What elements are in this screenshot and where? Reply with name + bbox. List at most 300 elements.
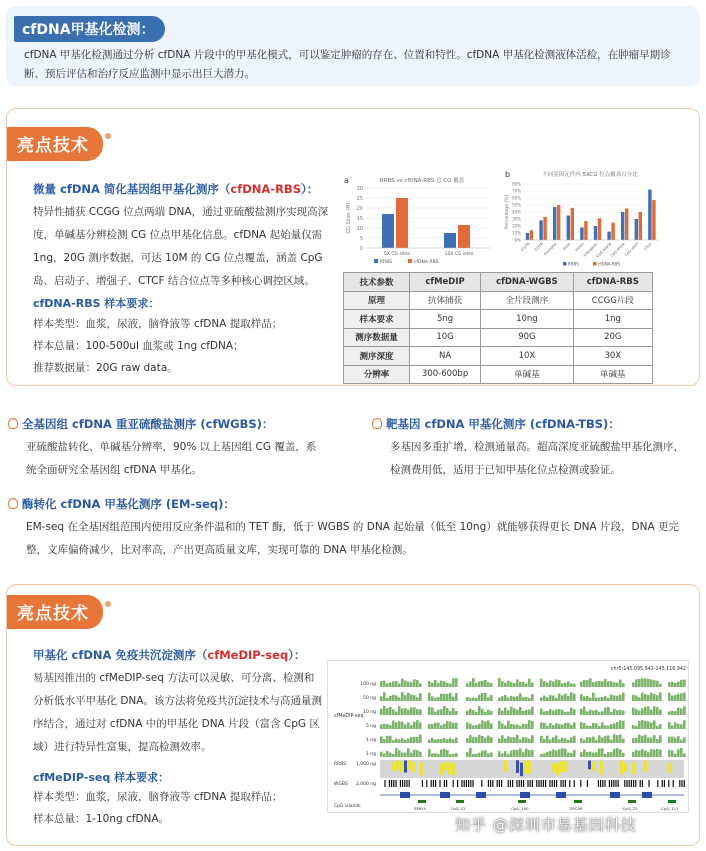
coverage-bar (516, 750, 519, 757)
coverage-bar (647, 721, 650, 729)
coverage-bar (638, 697, 641, 701)
rrbs-signal (644, 761, 647, 772)
coverage-bar (519, 739, 522, 743)
wgbs-signal (422, 780, 423, 787)
wgbs-signal (521, 780, 522, 787)
coverage-bar (410, 694, 413, 701)
coverage-bar (413, 750, 416, 757)
coverage-bar (404, 724, 407, 729)
coverage-bar (498, 751, 501, 757)
coverage-bar (431, 696, 434, 701)
coverage-bar (589, 678, 592, 687)
coverage-bar (570, 737, 573, 743)
coverage-bar (389, 725, 392, 729)
coverage-bar (516, 696, 519, 701)
coverage-bar (543, 723, 546, 729)
coverage-bar (647, 679, 650, 687)
coverage-bar (659, 710, 662, 715)
bulb-icon (8, 498, 18, 509)
coverage-bar (490, 737, 493, 743)
coverage-bar (598, 712, 601, 715)
coverage-bar (558, 709, 561, 715)
wgbs-signal (681, 780, 682, 787)
wgbs-signal (560, 780, 561, 787)
wgbs-signal (508, 780, 509, 787)
coverage-bar (552, 725, 555, 729)
wgbs-signal (466, 780, 467, 787)
coverage-bar (656, 739, 659, 743)
coverage-bar (466, 722, 469, 729)
coverage-bar (564, 694, 567, 701)
coverage-bar (540, 697, 543, 701)
coverage-bar (504, 695, 507, 701)
emseq-description: EM-seq 在全基因组范围内使用反应条件温和的 TET 酶，低于 WGBS 的 DNA 起始量（低至 10ng）就能够获得更长 DNA 片段，DNA 更完整，文库偏倚减少，比对率高，产出更高质量文库，实现可靠的 DNA 甲基化检测。 (26, 521, 680, 556)
coverage-bar (475, 698, 478, 701)
coverage-bar (653, 735, 656, 743)
coverage-bar (516, 710, 519, 715)
y-axis-label: Percentage (%) (505, 194, 510, 230)
coverage-bar (449, 722, 452, 729)
y-tick-label: 80% (512, 181, 521, 187)
coverage-bar (475, 683, 478, 687)
coverage-bar (407, 748, 410, 757)
cpg-island (668, 800, 676, 803)
rrbs-signal (420, 762, 423, 775)
coverage-bar (410, 737, 413, 743)
coverage-bar (398, 721, 401, 729)
coverage-bar (413, 722, 416, 729)
coverage-bar (558, 749, 561, 757)
rrbs-signal (592, 762, 595, 772)
wgbs-signal (587, 780, 588, 787)
coverage-bar (589, 737, 592, 743)
wgbs-signal (668, 780, 669, 787)
coverage-bar (428, 693, 431, 701)
wgbs-signal (470, 780, 471, 787)
rrbs-signal (412, 762, 415, 772)
heading-suffix: ）： (288, 648, 306, 662)
coverage-bar (434, 680, 437, 687)
heading-red-text: cfMeDIP-seq (207, 648, 289, 662)
coverage-bar (552, 682, 555, 687)
wgbs-signal (516, 780, 517, 787)
coverage-bar (490, 711, 493, 715)
coverage-bar (528, 678, 531, 687)
coverage-bar (607, 698, 610, 701)
coverage-bar (531, 735, 534, 743)
coverage-bar (528, 709, 531, 715)
coverage-bar (472, 678, 475, 687)
coverage-bar (410, 707, 413, 715)
coverage-bar (583, 707, 586, 715)
coverage-bar (573, 736, 576, 743)
coverage-bar (674, 711, 677, 715)
wgbs-signal (457, 780, 458, 787)
coverage-bar (449, 754, 452, 757)
coverage-bar (604, 679, 607, 687)
coverage-bar (635, 679, 638, 687)
coverage-bar (440, 725, 443, 729)
x-tick-label: Promoter (543, 241, 558, 257)
coverage-bar (434, 723, 437, 729)
legend-label: cfDNA-RBS (414, 260, 439, 265)
coverage-bar (592, 753, 595, 757)
coverage-bar (443, 749, 446, 757)
coverage-bar (401, 692, 404, 701)
coverage-bar (580, 709, 583, 715)
track-label: 1 ng (365, 752, 376, 757)
cfmedip-description: 易基因推出的 cfMeDIP-seq 方法可以灵敏、可分离、检测和分析低水平甲基化 DNA。该方法将免疫共沉淀技术与高通量测序结合，通过对 cfDNA 中的甲基化 DNA 片段（富含 CpG 区域）进行特异性富集，提高检测效率。 (33, 672, 322, 753)
coverage-bar (607, 707, 610, 715)
rrbs-signal (452, 763, 455, 775)
coverage-bar (610, 752, 613, 757)
bar (382, 214, 394, 248)
coverage-bar (413, 737, 416, 743)
coverage-bar (478, 724, 481, 729)
coverage-bar (632, 738, 635, 743)
coverage-bar (401, 679, 404, 687)
coverage-bar (546, 736, 549, 743)
coverage-bar (440, 739, 443, 743)
y-tick-label: 5 (359, 236, 363, 242)
wgbs-signal (598, 780, 599, 787)
coverage-bar (552, 696, 555, 701)
coverage-bar (677, 708, 680, 715)
cpg-island-label: GPCAR (569, 806, 583, 811)
coverage-bar (419, 693, 422, 701)
coverage-bar (616, 696, 619, 701)
bulb-icon (8, 418, 18, 429)
coverage-bar (528, 750, 531, 757)
coverage-bar (668, 722, 671, 729)
coverage-bar (469, 748, 472, 757)
wgbs-signal (468, 780, 469, 787)
coverage-bar (487, 720, 490, 729)
coverage-bar (641, 736, 644, 743)
coverage-bar (513, 725, 516, 729)
coverage-bar (437, 754, 440, 757)
coverage-bar (452, 708, 455, 715)
coverage-bar (449, 684, 452, 687)
rrbs-signal (552, 763, 555, 772)
coverage-bar (592, 723, 595, 729)
bar (594, 226, 597, 240)
coverage-bar (638, 751, 641, 757)
coverage-bar (555, 723, 558, 729)
coverage-bar (398, 697, 401, 701)
coverage-bar (656, 681, 659, 687)
coverage-bar (487, 753, 490, 757)
coverage-bar (604, 754, 607, 757)
coverage-bar (616, 710, 619, 715)
coverage-bar (635, 726, 638, 729)
track-group-label: cfMeDIP-seq (334, 714, 364, 719)
coverage-bar (487, 736, 490, 743)
intro-title: cfDNA甲基化检测： (14, 16, 165, 42)
coverage-bar (564, 738, 567, 743)
rrbs-signal (440, 764, 443, 775)
coverage-bar (455, 711, 458, 715)
wgbs-signal (464, 780, 465, 787)
x-tick-label: CpG island (595, 241, 613, 259)
coverage-bar (513, 708, 516, 715)
coverage-bar (647, 738, 650, 743)
bar (652, 200, 655, 240)
coverage-bar (392, 754, 395, 757)
coverage-bar (386, 724, 389, 729)
coverage-bar (466, 683, 469, 687)
bar (539, 220, 542, 240)
coverage-bar (392, 681, 395, 687)
table-cell: CCGG片段 (573, 291, 652, 310)
coverage-bar (632, 695, 635, 701)
wgbs-signal (580, 780, 581, 787)
coverage-bar (567, 723, 570, 729)
exon-block (476, 792, 486, 798)
coverage-bar (583, 680, 586, 687)
watermark: 知乎 @深圳市易基因科技 (455, 816, 637, 834)
coverage-bar (531, 683, 534, 687)
coverage-bar (580, 752, 583, 757)
coverage-bar (567, 696, 570, 701)
wgbs-signal (602, 780, 603, 787)
y-tick-label: 50% (512, 202, 521, 208)
coverage-bar (472, 725, 475, 729)
coverage-bar (680, 724, 683, 729)
wgbs-signal (395, 780, 396, 787)
coverage-bar (481, 709, 484, 715)
legend-label: cfDNA-RBS (598, 261, 620, 267)
coverage-bar (443, 681, 446, 687)
coverage-bar (428, 749, 431, 757)
bar (543, 217, 546, 240)
coverage-bar (635, 695, 638, 701)
coverage-bar (647, 695, 650, 701)
coverage-bar (504, 725, 507, 729)
coverage-bar (519, 748, 522, 757)
coverage-bar (380, 752, 383, 757)
wgbs-signal (684, 780, 685, 787)
wgbs-signal (391, 780, 392, 787)
coverage-bar (398, 684, 401, 687)
wgbs-signal (549, 780, 550, 787)
coverage-bar (386, 751, 389, 757)
y-tick-label: 0% (514, 237, 521, 243)
coverage-bar (484, 750, 487, 757)
coverage-bar (513, 737, 516, 743)
y-tick-label: 20 (356, 206, 363, 212)
wgbs-signal (631, 780, 632, 787)
coverage-bar (619, 734, 622, 743)
intro-box (6, 6, 700, 86)
rrbs-label: RRBS (334, 762, 347, 767)
coverage-bar (401, 738, 404, 743)
rrbs-signal (520, 763, 523, 777)
bar (444, 233, 456, 248)
coverage-bar (401, 753, 404, 757)
coverage-bar (516, 735, 519, 743)
coverage-bar (501, 681, 504, 687)
table-header-row (344, 273, 653, 292)
coverage-bar (501, 723, 504, 729)
coverage-bar (619, 695, 622, 701)
y-tick-label: 0 (359, 246, 363, 252)
coverage-bar (573, 709, 576, 715)
coverage-bar (416, 697, 419, 701)
coverage-bar (404, 740, 407, 743)
coverage-bar (386, 698, 389, 701)
coverage-bar (659, 750, 662, 757)
coverage-bar (472, 754, 475, 757)
wgbs-signal (657, 780, 658, 787)
table-cell: 90G (481, 328, 573, 347)
coverage-bar (395, 695, 398, 701)
coverage-bar (638, 735, 641, 743)
coverage-bar (589, 726, 592, 729)
wgbs-signal (536, 780, 537, 787)
coverage-bar (647, 752, 650, 757)
heading-suffix: ）： (300, 182, 319, 196)
coverage-bar (404, 695, 407, 701)
track-label: 5 ng (365, 724, 376, 729)
coverage-bar (528, 739, 531, 743)
coverage-bar (635, 709, 638, 715)
exon-block (520, 792, 530, 798)
coverage-bar (650, 738, 653, 743)
coverage-bar (549, 709, 552, 715)
bar (598, 218, 601, 240)
cpg-island-label: CpG_22 (622, 806, 638, 811)
y-tick-label: 25 (356, 196, 363, 202)
coverage-bar (516, 725, 519, 729)
coverage-bar (383, 681, 386, 687)
wgbs-signal (532, 780, 533, 787)
highlight-badge-1: 亮点技术 (7, 127, 103, 161)
coverage-bar (528, 720, 531, 729)
coverage-bar (513, 750, 516, 757)
coverage-bar (478, 695, 481, 701)
bar (584, 221, 587, 240)
coverage-bar (525, 749, 528, 757)
coverage-bar (525, 697, 528, 701)
coverage-bar (650, 723, 653, 729)
coverage-bar (680, 680, 683, 687)
rrbs-signal (632, 762, 635, 774)
coverage-bar (437, 683, 440, 687)
coverage-bar (428, 739, 431, 743)
coverage-bar (583, 740, 586, 743)
coverage-bar (434, 753, 437, 757)
coverage-bar (632, 725, 635, 729)
coverage-bar (513, 697, 516, 701)
coverage-bar (540, 709, 543, 715)
coverage-bar (419, 684, 422, 687)
comparison-table (343, 272, 653, 384)
coverage-bar (644, 721, 647, 729)
coverage-bar (531, 707, 534, 715)
coverage-bar (653, 706, 656, 715)
wgbs-signal (545, 780, 546, 787)
coverage-bar (407, 693, 410, 701)
coverage-bar (434, 740, 437, 743)
coverage-bar (644, 735, 647, 743)
x-tick-label: 5'UTR (520, 241, 531, 253)
coverage-bar (428, 681, 431, 687)
coverage-bar (507, 681, 510, 687)
wgbs-signal (501, 780, 502, 787)
coverage-bar (641, 749, 644, 757)
coverage-bar (546, 752, 549, 757)
coverage-bar (478, 735, 481, 743)
table-row (344, 328, 653, 347)
rrbs-signal (408, 760, 411, 769)
coverage-bar (469, 709, 472, 715)
coverage-bar (595, 740, 598, 743)
coverage-bar (410, 725, 413, 729)
coverage-bar (531, 721, 534, 729)
coverage-bar (416, 750, 419, 757)
coverage-bar (437, 739, 440, 743)
coverage-bar (677, 724, 680, 729)
coverage-bar (650, 749, 653, 757)
coverage-bar (431, 753, 434, 757)
coverage-bar (607, 725, 610, 729)
cfdna-rbs-heading (33, 181, 318, 197)
cfdna-rbs-req-1: 样本类型：血浆，尿液，脑脊液等 cfDNA 提取样品； (33, 318, 283, 330)
cfmedip-req-1: 样本类型：血浆，尿液，脑脊液等 cfDNA 提取样品； (33, 791, 283, 803)
coverage-bar (507, 698, 510, 701)
coverage-bar (638, 711, 641, 715)
coverage-bar (413, 679, 416, 687)
coverage-bar (446, 750, 449, 757)
coverage-bar (674, 722, 677, 729)
coverage-bar (570, 683, 573, 687)
coverage-bar (395, 712, 398, 715)
coverage-bar (567, 740, 570, 743)
coverage-bar (570, 692, 573, 701)
coverage-bar (677, 682, 680, 687)
wgbs-signal (435, 780, 436, 787)
coverage-bar (487, 682, 490, 687)
coverage-bar (475, 725, 478, 729)
coverage-bar (407, 710, 410, 715)
coverage-bar (543, 711, 546, 715)
wgbs-signal (530, 780, 531, 787)
coverage-bar (504, 683, 507, 687)
cpg-island-label: CpG_100 (511, 806, 529, 811)
coverage-bar (683, 737, 686, 743)
coverage-bar (510, 707, 513, 715)
coverage-bar (386, 683, 389, 687)
wgbs-signal (563, 780, 564, 787)
exon-block (642, 792, 652, 798)
bar (625, 209, 628, 241)
wgbs-signal (552, 780, 553, 787)
coverage-bar (478, 706, 481, 715)
coverage-bar (525, 737, 528, 743)
coverage-bar (680, 693, 683, 701)
coverage-bar (452, 723, 455, 729)
coverage-bar (525, 710, 528, 715)
wgbs-signal (673, 780, 674, 787)
table-row (344, 310, 653, 329)
coverage-bar (613, 709, 616, 715)
coverage-bar (573, 694, 576, 701)
legend-label: RRBS (380, 260, 393, 265)
wgbs-signal (472, 780, 473, 787)
rrbs-track (380, 760, 684, 778)
coverage-bar (552, 710, 555, 715)
